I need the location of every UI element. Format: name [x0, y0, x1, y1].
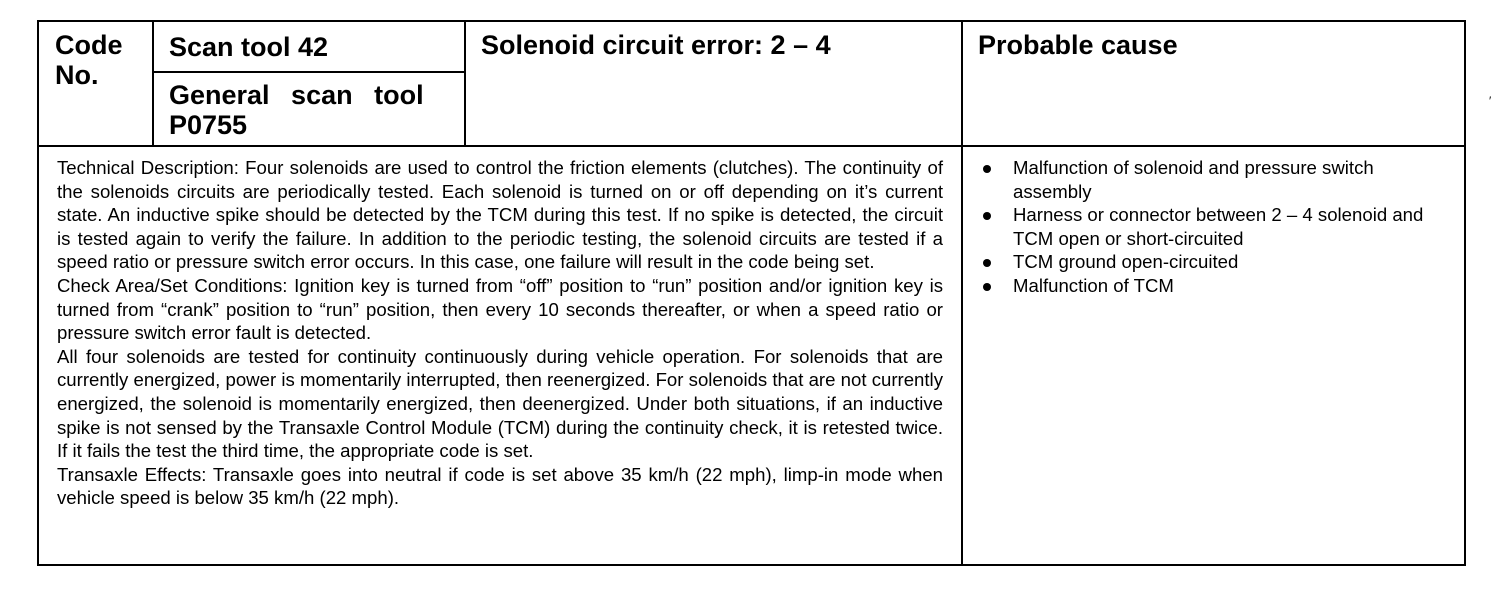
probable-cause-heading: Probable cause: [978, 30, 1178, 60]
margin-mark: ′: [1489, 94, 1492, 108]
divider-code-col: [152, 22, 154, 145]
probable-cause-item: Harness or connector between 2 – 4 solenoid and TCM open or short-circuited: [981, 203, 1451, 250]
description-paragraph: Check Area/Set Conditions: Ignition key is turned from “off” position to “run” position and/or ignition key is turned from “crank” position to “run” position, then every 10 seconds thereafter, or when a speed ratio or pressure switch error fault is detected.: [57, 274, 943, 344]
probable-cause-item: Malfunction of solenoid and pressure switch assembly: [981, 156, 1451, 203]
probable-cause-item: TCM ground open-circuited: [981, 250, 1451, 274]
divider-scan-col: [464, 22, 466, 145]
code-no-heading: Code No.: [55, 30, 123, 90]
dtc-title: Solenoid circuit error: 2 – 4: [481, 30, 831, 60]
description-paragraph: All four solenoids are tested for continuity continuously during vehicle operation. For solenoids that are currently energized, power is momentarily interrupted, then reenergized. For solenoids that are not currently energized, the solenoid is momentarily energized, then deenergized. Under both situations, if an inductive spike is not sensed by the Transaxle Control Module (TCM) during the continuity check, it is retested twice. If it fails the test the third time, the appropriate code is set.: [57, 345, 943, 462]
description-paragraph: Transaxle Effects: Transaxle goes into neutral if code is set above 35 km/h (22 mph), limp-in mode when vehicle speed is below 35 km/h (22 mph).: [57, 463, 943, 509]
description-paragraph: Technical Description: Four solenoids are used to control the friction elements (clutches). The continuity of the solenoids circuits are periodically tested. Each solenoid is turned on or off depending on it’s current state. An inductive spike should be detected by the TCM during this test. If no spike is detected, the circuit is tested again to verify the failure. In addition to the periodic testing, the solenoid circuits are tested if a speed ratio or pressure switch error occurs. In this case, one failure will result in the code being set.: [57, 157, 943, 273]
divider-cause-col: [961, 22, 963, 564]
divider-header-body: [39, 145, 1464, 147]
general-scan-tool-heading: General scan tool P0755: [169, 80, 424, 140]
probable-cause-item: Malfunction of TCM: [981, 274, 1451, 298]
scan-tool-heading: Scan tool 42: [169, 32, 329, 62]
divider-scan-rows: [152, 71, 466, 73]
probable-cause-list: [981, 156, 1451, 298]
dtc-table: [37, 20, 1466, 566]
technical-description: [57, 156, 943, 510]
